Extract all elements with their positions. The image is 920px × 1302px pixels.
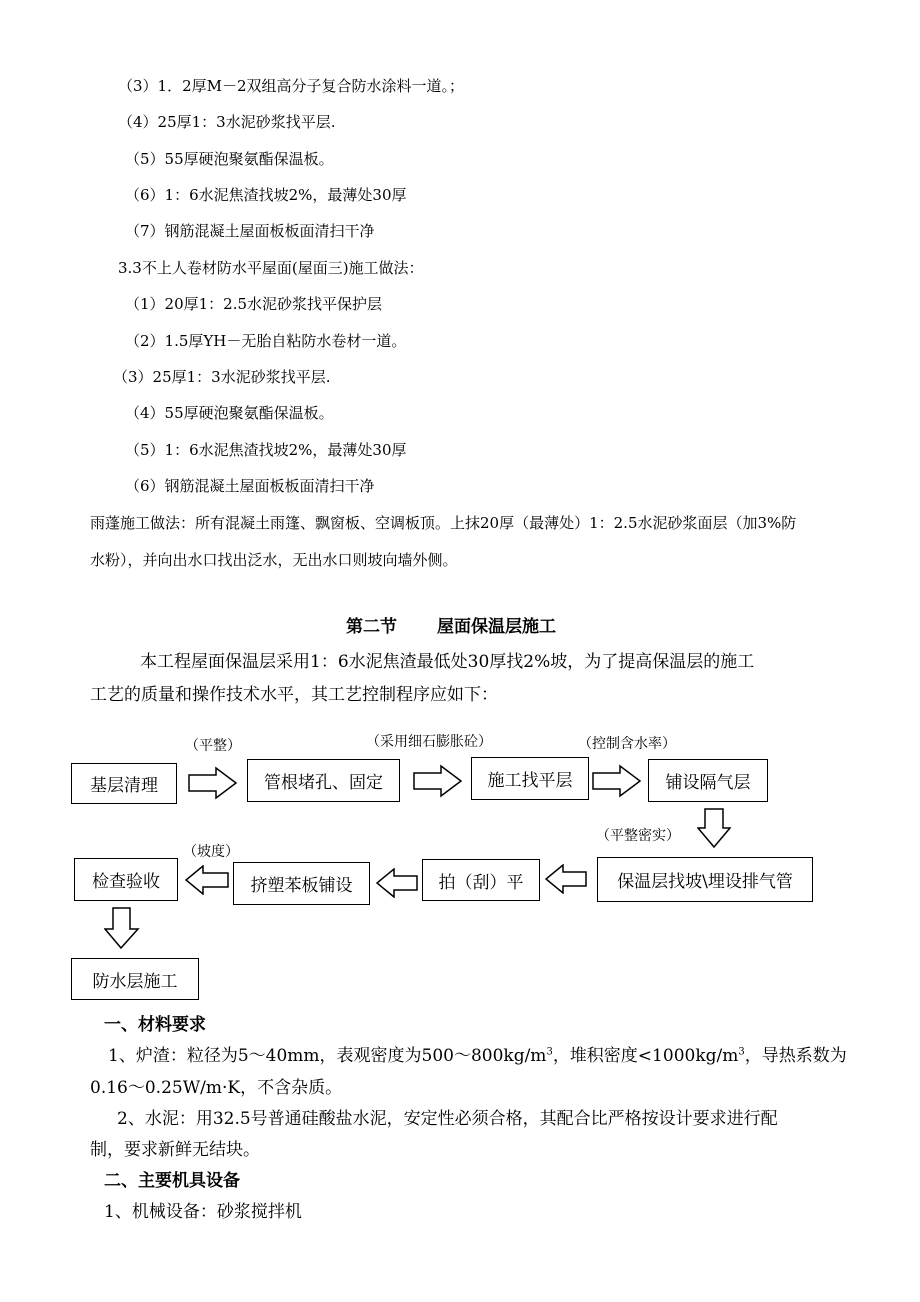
section-title: 屋面保温层施工	[437, 617, 556, 637]
section-heading: 一、材料要求	[104, 1015, 206, 1035]
paragraph-line: 本工程屋面保温层采用1：6水泥焦渣最低处30厚找2%坡，为了提高保温层的施工	[140, 652, 755, 672]
section-heading: 二、主要机具设备	[104, 1171, 240, 1191]
list-item: （5）1：6水泥焦渣找坡2%，最薄处30厚	[125, 441, 407, 459]
left-arrow-icon	[185, 865, 229, 895]
flow-step-tamping: 拍（刮）平	[422, 859, 540, 901]
paragraph-line: 工艺的质量和操作技术水平，其工艺控制程序应如下：	[90, 685, 498, 705]
left-arrow-icon	[545, 864, 587, 894]
list-item: （6）钢筋混凝土屋面板板面清扫干净	[125, 477, 375, 495]
paragraph-line: 水粉），并向出水口找出泛水，无出水口则坡向墙外侧。	[90, 551, 458, 569]
flow-note: （采用细石膨胀砼）	[366, 734, 492, 750]
flow-note: （平整）	[185, 738, 241, 754]
flow-note: （坡度）	[183, 844, 239, 860]
flow-step-pipe-sealing: 管根堵孔、固定	[247, 759, 400, 802]
paragraph-line: 制，要求新鲜无结块。	[90, 1140, 260, 1160]
flow-step-vapor-barrier: 铺设隔气层	[648, 759, 768, 802]
right-arrow-icon	[413, 764, 463, 798]
paragraph-line: 1、机械设备：砂浆搅拌机	[104, 1202, 302, 1222]
list-item: （2）1.5厚YH－无胎自粘防水卷材一道。	[125, 332, 407, 350]
list-item: （4）25厚1：3水泥砂浆找平层.	[118, 113, 336, 131]
paragraph-line: 雨蓬施工做法：所有混凝土雨篷、飘窗板、空调板顶。上抹20厚（最薄处）1：2.5水泥砂浆面层（加3%防	[90, 514, 797, 532]
flow-note: （平整密实）	[596, 828, 680, 844]
flow-step-insulation-slope: 保温层找坡\埋设排气管	[597, 857, 813, 902]
list-item: （1）20厚1：2.5水泥砂浆找平保护层	[125, 295, 383, 313]
list-item: （5）55厚硬泡聚氨酯保温板。	[125, 150, 334, 168]
flow-step-xps-laying: 挤塑苯板铺设	[233, 862, 370, 905]
down-arrow-icon	[104, 907, 140, 949]
paragraph-line: 2、水泥：用32.5号普通硅酸盐水泥，安定性必须合格，其配合比严格按设计要求进行配	[117, 1109, 778, 1129]
down-arrow-icon	[697, 808, 731, 848]
flow-step-base-cleaning: 基层清理	[71, 763, 177, 804]
section-number: 第二节	[346, 617, 397, 637]
flow-step-inspection: 检查验收	[74, 858, 178, 901]
right-arrow-icon	[188, 766, 238, 800]
left-arrow-icon	[376, 868, 418, 898]
flow-step-leveling: 施工找平层	[471, 757, 589, 800]
paragraph-line: 0.16～0.25W/m·K，不含杂质。	[90, 1078, 343, 1098]
list-item: （3）25厚1：3水泥砂浆找平层.	[113, 368, 331, 386]
paragraph-line: 1、炉渣：粒径为5～40mm，表观密度为$500\sim 800kg/m^3$，堆积密度$<1000kg/m^3$，导热系数为	[108, 1046, 847, 1066]
flow-note: （控制含水率）	[578, 736, 676, 752]
subsection-heading: 3.3不上人卷材防水平屋面(屋面三)施工做法：	[118, 259, 424, 277]
flow-step-waterproofing: 防水层施工	[71, 958, 199, 1000]
list-item: （4）55厚硬泡聚氨酯保温板。	[125, 404, 334, 422]
list-item: （3）1．2厚M－2双组高分子复合防水涂料一道。；	[118, 77, 465, 95]
list-item: （6）1：6水泥焦渣找坡2%，最薄处30厚	[125, 186, 407, 204]
right-arrow-icon	[592, 764, 642, 798]
list-item: （7）钢筋混凝土屋面板板面清扫干净	[125, 222, 375, 240]
